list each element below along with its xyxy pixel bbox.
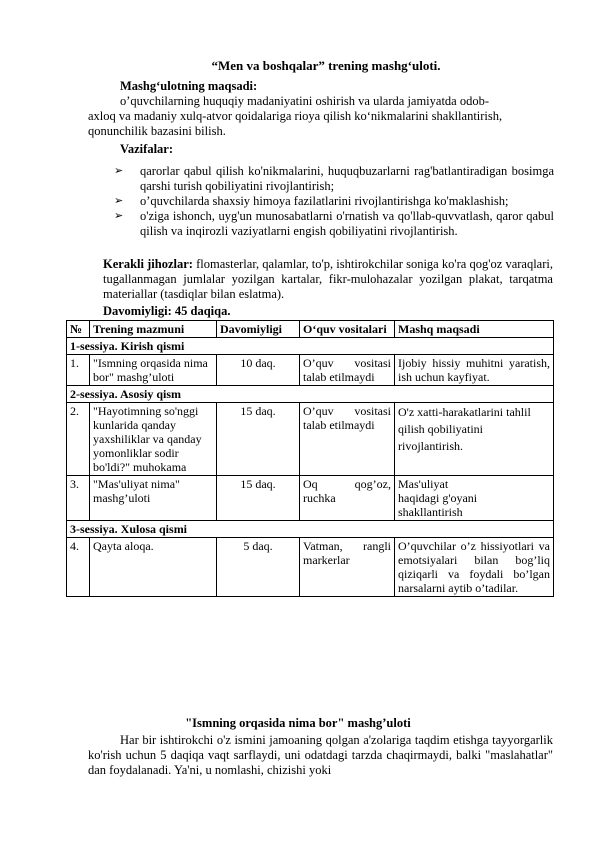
row-tools: O’quv vositasi talab etilmaydi: [300, 403, 395, 476]
table-row: [67, 538, 554, 597]
table-row: [67, 476, 554, 521]
section-title: "Ismning orqasida nima bor" mashg’uloti: [185, 716, 411, 730]
row-duration: 10 daq.: [217, 355, 300, 386]
row-duration: 15 daq.: [217, 476, 300, 521]
session-label: 2-sessiya. Asosiy qism: [67, 386, 554, 403]
row-number: 2.: [67, 403, 90, 476]
row-tools: Vatman, rangli markerlar: [300, 538, 395, 597]
row-goal: O'z xatti-harakatlarini tahlil qilish qobiliyatini rivojlantirish.: [395, 403, 554, 476]
row-content: "Hayotimning so'nggi kunlarida qanday yaxshiliklar va qanday yomonliklar sodir bo'ldi?" muhokama: [90, 403, 217, 476]
equipment-label: Kerakli jihozlar:: [103, 257, 193, 271]
header-number: №: [67, 321, 90, 338]
row-tools: O’quv vositasi talab etilmaydi: [300, 355, 395, 386]
row-content: Qayta aloqa.: [90, 538, 217, 597]
duration-text: Davomiyligi: 45 daqiqa.: [103, 304, 231, 318]
tasks-list: [114, 164, 554, 239]
document-title: “Men va boshqalar” trening mashg‘uloti.: [211, 58, 441, 73]
header-duration: Davomiyligi: [217, 321, 300, 338]
goal-line-3: qonunchilik bazasini bilish.: [88, 124, 226, 138]
session-row: [67, 338, 554, 355]
header-tools: O‘quv vositalari: [300, 321, 395, 338]
table-header-row: [67, 321, 554, 338]
section-paragraph: Har bir ishtirokchi o'z ismini jamoaning qolgan a'zolariga taqdim etishga tayyorgarlik ko'rish uchun 5 daqiqa vaqt sarflaydi, uni odatdagi tarzda chaqirmaydi, balki "maslahatlar" dan foydalanadi. Ya'ni, u nomlashi, chizishi yoki: [88, 733, 553, 777]
row-content: "Mas'uliyat nima" mashg’uloti: [90, 476, 217, 521]
task-item: ➢ o’quvchilarda shaxsiy himoya fazilatlarini rivojlantirishga ko'maklashish;: [114, 194, 509, 208]
equipment-text: flomasterlar, qalamlar, to'p, ishtirokchilar soniga ko'ra qog'oz varaqlari, tugallanmagan jumlalar yozilgan kartalar, fikr-mulohazalar yozilgan plakat, tarqatma materiallar (tasdiqlar bilan eslatma).: [103, 257, 553, 301]
row-goal: Ijobiy hissiy muhitni yaratish, ish uchun kayfiyat.: [395, 355, 554, 386]
equipment-paragraph: [103, 257, 553, 302]
session-label: 3-sessiya. Xulosa qismi: [67, 521, 554, 538]
row-number: 1.: [67, 355, 90, 386]
row-number: 4.: [67, 538, 90, 597]
arrow-bullet-icon: ➢: [114, 210, 124, 222]
goal-line-2: axloq va madaniy xulq-atvor qoidalariga rioya qilish ko‘nikmalarini shakllantirish,: [88, 109, 503, 123]
row-content: "Ismning orqasida nima bor" mashg’uloti: [90, 355, 217, 386]
table-row: [67, 403, 554, 476]
row-goal: Mas'uliyat haqidagi g'oyani shakllantirish: [395, 476, 554, 521]
task-item: ➢ o'ziga ishonch, uyg'un munosabatlarni o'rnatish va qo'llab-quvvatlash, qaror qabul qilish va inqirozli vaziyatlarni engish qobiliyatini rivojlantirish.: [114, 209, 554, 238]
session-row: [67, 386, 554, 403]
training-plan-table: [66, 320, 554, 597]
row-tools: Oq qog’oz, ruchka: [300, 476, 395, 521]
session-row: [67, 521, 554, 538]
table-row: [67, 355, 554, 386]
goal-heading: Mashg‘ulotning maqsadi:: [120, 79, 258, 93]
task-item: ➢ qarorlar qabul qilish ko'nikmalarini, huquqbuzarlarni rag'batlantiradigan bosimga qarshi turish qobiliyatini rivojlantirish;: [114, 164, 554, 193]
arrow-bullet-icon: ➢: [114, 165, 124, 177]
arrow-bullet-icon: ➢: [114, 195, 124, 207]
row-number: 3.: [67, 476, 90, 521]
header-content: Trening mazmuni: [90, 321, 217, 338]
header-goal: Mashq maqsadi: [395, 321, 554, 338]
session-label: 1-sessiya. Kirish qismi: [67, 338, 554, 355]
row-duration: 15 daq.: [217, 403, 300, 476]
row-goal: O’quvchilar o’z hissiyotlari va emotsiyalari bilan bog’liq qiziqarli va foydali bo’lgan narsalarni aytib o’tadilar.: [395, 538, 554, 597]
goal-line-1: o’quvchilarning huquqiy madaniyatini oshirish va ularda jamiyatda odob-: [120, 94, 490, 108]
row-duration: 5 daq.: [217, 538, 300, 597]
tasks-heading: Vazifalar:: [120, 142, 173, 156]
